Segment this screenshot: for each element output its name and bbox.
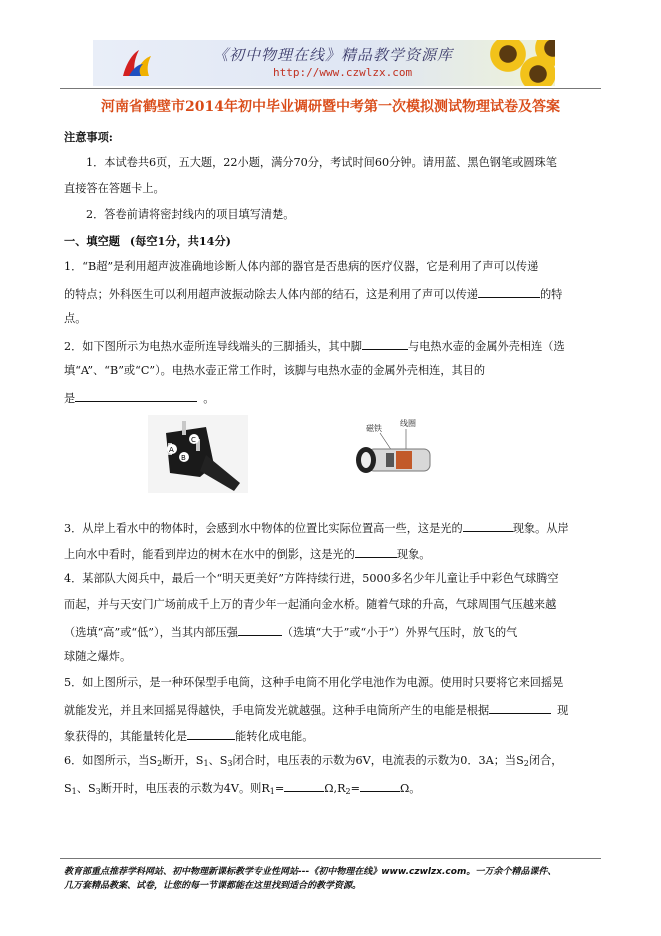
question-3-text: 上向水中看时，能看到岸边的树木在水中的倒影，这是光的 <box>64 548 355 561</box>
question-2-text-end: 与电热水壶的金属外壳相连（选 <box>408 340 565 353</box>
answer-blank[interactable] <box>489 702 551 714</box>
question-2-line-3 <box>64 390 214 406</box>
question-2-line-1 <box>64 338 565 354</box>
plug-label-a: A <box>169 446 174 454</box>
q6-sub: 3 <box>95 787 101 796</box>
question-4-text: （选填“高”或“低”），当其内部压强 <box>64 626 238 639</box>
question-5-text-end: 现 <box>557 704 569 717</box>
question-3-text: 3．从岸上看水中的物体时，会感到水中物体的位置比实际位置高一些，这是光的 <box>64 522 463 535</box>
flashlight-figure <box>350 415 440 493</box>
question-5-line-1: 5．如上图所示，是一种环保型手电筒，这种手电筒不用化学电池作为电源。使用时只要将它来回摇晃 <box>64 676 564 689</box>
answer-blank[interactable] <box>75 390 197 402</box>
notice-item-1-cont: 直接答在答题卡上。 <box>64 182 165 195</box>
question-3-text-end: 现象。从岸 <box>512 522 569 535</box>
question-1-line-1: 1．“B超”是利用超声波准确地诊断人体内部的器官是否患病的医疗仪器，它是利用了声可以传递 <box>64 260 539 273</box>
q6-sub: 2 <box>345 787 351 796</box>
question-2-text: 是 <box>64 392 76 405</box>
q6-sub: 1 <box>71 787 77 796</box>
question-4-line-2: 而起，并与天安门广场前成千上万的青少年一起涌向金水桥。随着气球的升高，气球周围气压越来越 <box>64 598 557 611</box>
torch-label-coil: 线圈 <box>400 419 416 428</box>
q6-sub: 3 <box>227 759 233 768</box>
section-title: 一、填空题 <box>64 234 120 248</box>
question-3-line-1 <box>64 520 569 536</box>
footer-line-2: 几万套精品教案、试卷，让您的每一节课都能在这里找到适合的教学资源。 <box>64 881 362 891</box>
answer-blank[interactable] <box>360 780 400 792</box>
site-logo-icon <box>119 46 153 80</box>
q6-text: 断开，S <box>162 754 204 767</box>
answer-blank[interactable] <box>355 546 397 558</box>
answer-blank[interactable] <box>238 624 282 636</box>
header-banner <box>93 40 555 86</box>
q6-sub: 1 <box>203 759 209 768</box>
question-1-line-2 <box>64 286 562 302</box>
answer-blank[interactable] <box>187 728 235 740</box>
question-1-text-end: 的特 <box>539 288 563 301</box>
q6-text: = <box>274 782 285 795</box>
q6-text: 闭合， <box>528 754 563 767</box>
question-1-text: 的特点；外科医生可以利用超声波振动除去人体内部的结石，这是利用了声可以传递 <box>64 288 478 301</box>
question-2-text-end: 。 <box>203 392 215 405</box>
torch-label-magnet: 磁铁 <box>366 424 382 433</box>
q6-text: S <box>64 782 72 795</box>
banner-url: http://www.czwlzx.com <box>273 66 413 79</box>
footer-divider <box>60 858 601 859</box>
plug-label-b: B <box>181 454 186 462</box>
three-pin-plug-figure <box>148 415 248 493</box>
q6-text: 6．如图所示，当S <box>64 754 158 767</box>
q6-text: 、S <box>76 782 96 795</box>
q6-text: Ω,R <box>324 782 346 795</box>
notice-item-2: 2．答卷前请将密封线内的项目填写清楚。 <box>86 208 295 221</box>
header-divider <box>60 88 601 89</box>
question-1-line-3: 点。 <box>64 312 87 325</box>
question-6-line-1 <box>64 754 562 771</box>
question-3-line-2 <box>64 546 430 562</box>
answer-blank[interactable] <box>478 286 540 298</box>
question-4-line-4: 球随之爆炸。 <box>64 650 132 663</box>
notice-heading: 注意事项: <box>64 130 113 144</box>
q6-text: Ω。 <box>399 782 421 795</box>
question-3-text-end: 现象。 <box>396 548 431 561</box>
notice-item-1: 1．本试卷共6页，五大题，22小题，满分70分，考试时间60分钟。请用蓝、黑色钢笔或圆珠笔 <box>86 156 557 169</box>
question-4-line-1: 4．某部队大阅兵中，最后一个“明天更美好”方阵持续行进，5000多名少年儿童让手中彩色气球腾空 <box>64 572 559 585</box>
question-6-line-2 <box>64 780 420 799</box>
document-title: 河南省鹤壁市2014年初中毕业调研暨中考第一次模拟测试物理试卷及答案 <box>101 99 560 115</box>
question-5-text: 就能发光，并且来回摇晃得越快，手电筒发光就越强。这种手电筒所产生的电能是根据 <box>64 704 490 717</box>
question-5-line-3 <box>64 728 313 744</box>
answer-blank[interactable] <box>284 780 324 792</box>
q6-text: 闭合时，电压表的示数为6V，电流表的示数为0．3A；当S <box>232 754 524 767</box>
question-2-text: 2．如下图所示为电热水壶所连导线端头的三脚插头，其中脚 <box>64 340 362 353</box>
question-4-text-end: （选填“大于”或“小于”）外界气压时，放飞的气 <box>281 626 518 639</box>
footer-line-1: 教育部重点推荐学科网站、初中物理新课标教学专业性网站---《初中物理在线》www.czwlzx.com。一万余个精品课件、 <box>64 867 557 877</box>
question-5-line-2 <box>64 702 568 718</box>
question-2-line-2: 填“A”、“B”或“C”）。电热水壶正常工作时，该脚与电热水壶的金属外壳相连，其目的 <box>64 364 486 377</box>
plug-label-c: C <box>191 436 196 444</box>
q6-sub: 2 <box>157 759 163 768</box>
question-5-text: 象获得的，其能量转化是 <box>64 730 188 743</box>
banner-title: 《初中物理在线》精品教学资源库 <box>213 46 454 64</box>
q6-text: 断开时，电压表的示数为4V。则R <box>100 782 270 795</box>
q6-sub: 1 <box>269 787 275 796</box>
section-heading <box>64 234 231 248</box>
answer-blank[interactable] <box>463 520 513 532</box>
q6-text: 、S <box>208 754 228 767</box>
question-5-text-end: 能转化成电能。 <box>235 730 314 743</box>
section-note: (每空1分，共14分) <box>129 234 231 248</box>
question-4-line-3 <box>64 624 517 640</box>
q6-text: = <box>350 782 360 795</box>
q6-sub: 2 <box>523 759 529 768</box>
answer-blank[interactable] <box>362 338 408 350</box>
